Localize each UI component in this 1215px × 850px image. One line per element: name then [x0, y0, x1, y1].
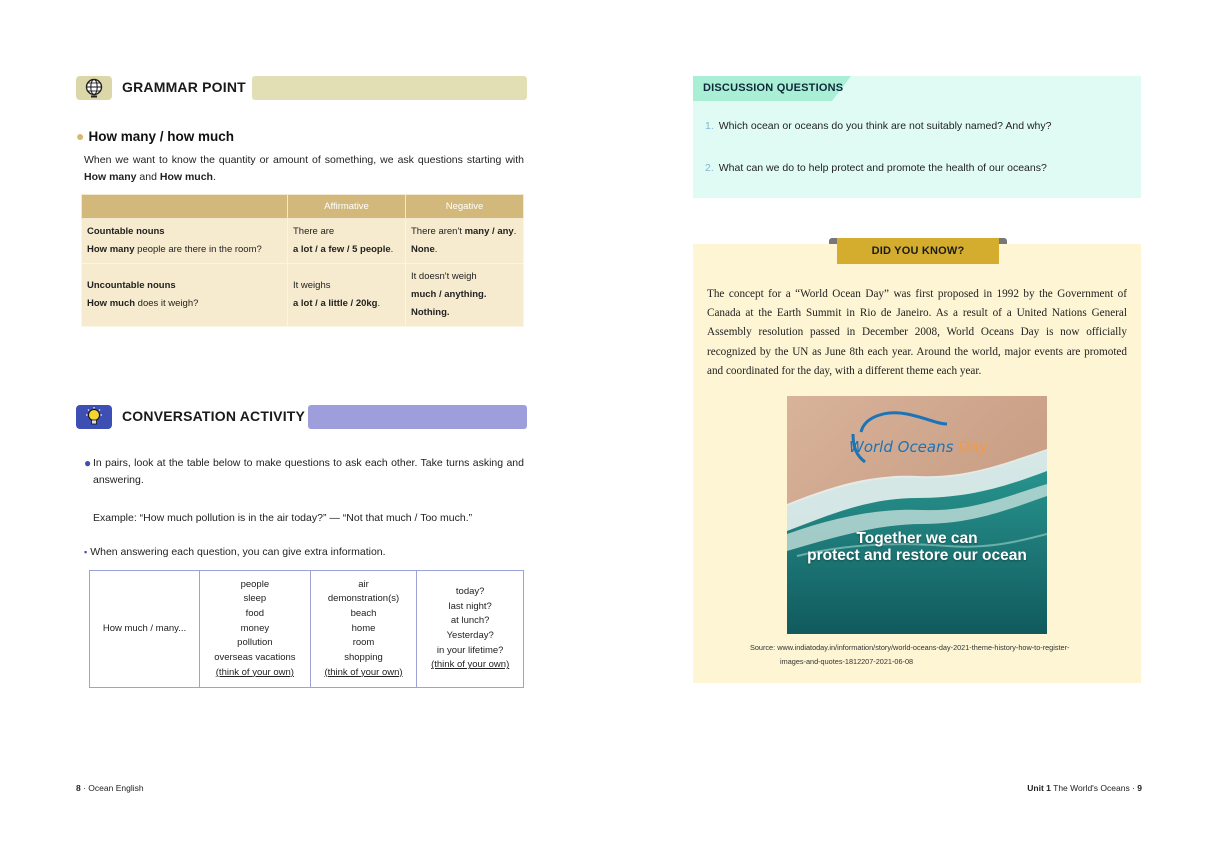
conv-item-own: (think of your own)	[431, 659, 510, 671]
footer-book-title: · Ocean English	[80, 783, 144, 793]
did-you-know-label: DID YOU KNOW?	[871, 245, 965, 257]
poster-tagline	[787, 530, 1047, 564]
grammar-point-header	[76, 76, 527, 100]
countable-neg-pre: There aren't	[411, 226, 465, 237]
conv-item: room	[352, 637, 375, 649]
conv-item: at lunch?	[450, 615, 490, 627]
grammar-table-row	[82, 219, 524, 264]
poster-title	[849, 438, 988, 456]
grammar-table	[81, 194, 524, 327]
intro-text-and: and	[136, 171, 160, 183]
conv-cell-prompt: How much / many...	[90, 571, 200, 688]
conversation-activity-title: CONVERSATION ACTIVITY	[122, 408, 306, 424]
grammar-cell-countable-negative: There aren't many / any. None.	[406, 219, 524, 264]
conv-item: people	[240, 578, 270, 590]
conv-cell-times	[417, 571, 524, 688]
instruction-text: In pairs, look at the table below to make questions to ask each other. Take turns asking and answering.	[93, 457, 524, 486]
conv-item: today?	[455, 585, 485, 597]
conv-cell-nouns	[200, 571, 311, 688]
footer-unit: Unit 1	[1027, 783, 1051, 793]
poster-tagline-line2: protect and restore our ocean	[807, 547, 1027, 564]
countable-neg-none: None	[411, 244, 435, 255]
conversation-extra-note	[84, 546, 386, 558]
conversation-header-bar	[308, 405, 527, 429]
did-you-know-tag	[837, 238, 999, 264]
grammar-cell-countable-affirmative: There are a lot / a few / 5 people.	[288, 219, 406, 264]
discussion-question-2	[705, 162, 1047, 174]
conv-item: money	[240, 622, 270, 634]
conv-item: last night?	[448, 600, 492, 612]
subheading-text: How many / how much	[88, 129, 234, 144]
intro-period: .	[212, 171, 216, 183]
grammar-subheading	[76, 128, 234, 144]
globe-icon	[76, 76, 112, 100]
grammar-point-title: GRAMMAR POINT	[122, 79, 246, 95]
conv-cell-places	[310, 571, 417, 688]
grammar-intro	[84, 152, 524, 186]
discussion-question-1	[705, 120, 1051, 132]
conv-item-own: (think of your own)	[324, 666, 403, 678]
grammar-table-header-affirmative: Affirmative	[288, 195, 406, 219]
discussion-tag-label: DISCUSSION QUESTIONS	[703, 82, 844, 94]
poster-illustration	[787, 396, 1047, 634]
footer-left	[76, 783, 144, 793]
grammar-table-header-negative: Negative	[406, 195, 524, 219]
uncountable-neg-line3: Nothing.	[411, 307, 450, 318]
grammar-table-header-row	[82, 195, 524, 219]
grammar-cell-countable	[82, 219, 288, 264]
conversation-table-row	[90, 571, 524, 688]
intro-text: When we want to know the quantity or amount of something, we ask questions starting with	[84, 154, 524, 166]
countable-aff-line1: There are	[293, 226, 335, 237]
conversation-example: Example: “How much pollution is in the air today?” — “Not that much / Too much.”	[93, 512, 473, 524]
question-number: 1.	[705, 120, 714, 132]
conv-item: beach	[350, 607, 377, 619]
poster-title-main: World Oceans	[849, 438, 959, 456]
countable-label: Countable nouns	[87, 226, 165, 237]
conv-item: home	[351, 622, 376, 634]
countable-question-bold: How many	[87, 244, 135, 255]
page-number-left: 8	[76, 783, 81, 793]
world-oceans-day-poster	[787, 396, 1047, 634]
footer-right	[1027, 783, 1142, 793]
conv-item: overseas vacations	[214, 652, 296, 664]
grammar-cell-uncountable	[82, 264, 288, 327]
uncountable-label: Uncountable nouns	[87, 280, 176, 291]
bullet-dot-icon: ●	[76, 128, 85, 144]
bullet-dot-icon: ●	[84, 456, 92, 470]
poster-tagline-line1: Together we can	[856, 530, 978, 547]
conv-item-own: (think of your own)	[215, 666, 294, 678]
conv-item: shopping	[344, 652, 383, 664]
uncountable-neg-line2: much / anything.	[411, 289, 487, 300]
grammar-header-bar	[252, 76, 527, 100]
uncountable-neg-line1: It doesn't weigh	[411, 271, 477, 282]
grammar-table-header-blank	[82, 195, 288, 219]
page-number-right: 9	[1137, 783, 1142, 793]
conv-item: sleep	[243, 593, 267, 605]
lightbulb-icon	[76, 405, 112, 429]
poster-title-day: Day	[958, 438, 988, 456]
conversation-table	[89, 570, 524, 688]
uncountable-aff-line1: It weighs	[293, 280, 331, 291]
conv-item: in your lifetime?	[436, 644, 504, 656]
question-text: What can we do to help protect and promote the health of our oceans?	[718, 162, 1047, 174]
footer-unit-title: The World's Oceans ·	[1050, 783, 1138, 793]
conv-item: air	[358, 578, 369, 590]
conv-item: Yesterday?	[446, 630, 494, 641]
extra-note-text: When answering each question, you can give extra information.	[90, 546, 386, 558]
did-you-know-paragraph: The concept for a “World Ocean Day” was first proposed in 1992 by the Government of Canada at the Earth Summit in Rio de Janeiro. As a result of a United Nations General Assembly resolution passed in December 2008, World Oceans Day is now officially recognized by the UN as June 8th each year. Around the world, major events are promoted and coordinated for the day, with a different theme each year.	[707, 288, 1127, 377]
question-text: Which ocean or oceans do you think are not suitably named? And why?	[718, 120, 1052, 132]
uncountable-question: does it weigh?	[135, 298, 199, 309]
conversation-activity-header	[76, 405, 527, 429]
conv-item: pollution	[237, 637, 273, 649]
image-source	[750, 641, 1110, 669]
conv-item: demonstration(s)	[327, 593, 400, 605]
intro-bold-how-much: How much	[159, 171, 213, 183]
bullet-dot-icon: ▪	[84, 547, 88, 557]
question-number: 2.	[705, 162, 714, 174]
countable-aff-line2: a lot / a few / 5 people	[293, 244, 391, 255]
uncountable-aff-line2: a lot / a little / 20kg	[293, 298, 378, 309]
source-url-line1[interactable]: www.indiatoday.in/information/story/world-oceans-day-2021-theme-history-how-to-register-	[777, 643, 1070, 652]
intro-bold-how-many: How many	[84, 171, 137, 183]
countable-neg-bold: many / any	[464, 226, 514, 237]
grammar-table-row	[82, 264, 524, 327]
uncountable-question-bold: How much	[87, 298, 136, 309]
source-url-line2[interactable]: images-and-quotes-1812207-2021-06-08	[780, 657, 914, 666]
countable-question: people are there in the room?	[134, 244, 262, 255]
conv-item: food	[245, 607, 265, 619]
grammar-cell-uncountable-negative	[406, 264, 524, 327]
conversation-instruction	[84, 455, 524, 489]
grammar-cell-uncountable-affirmative: It weighs a lot / a little / 20kg.	[288, 264, 406, 327]
source-label: Source:	[750, 643, 776, 652]
